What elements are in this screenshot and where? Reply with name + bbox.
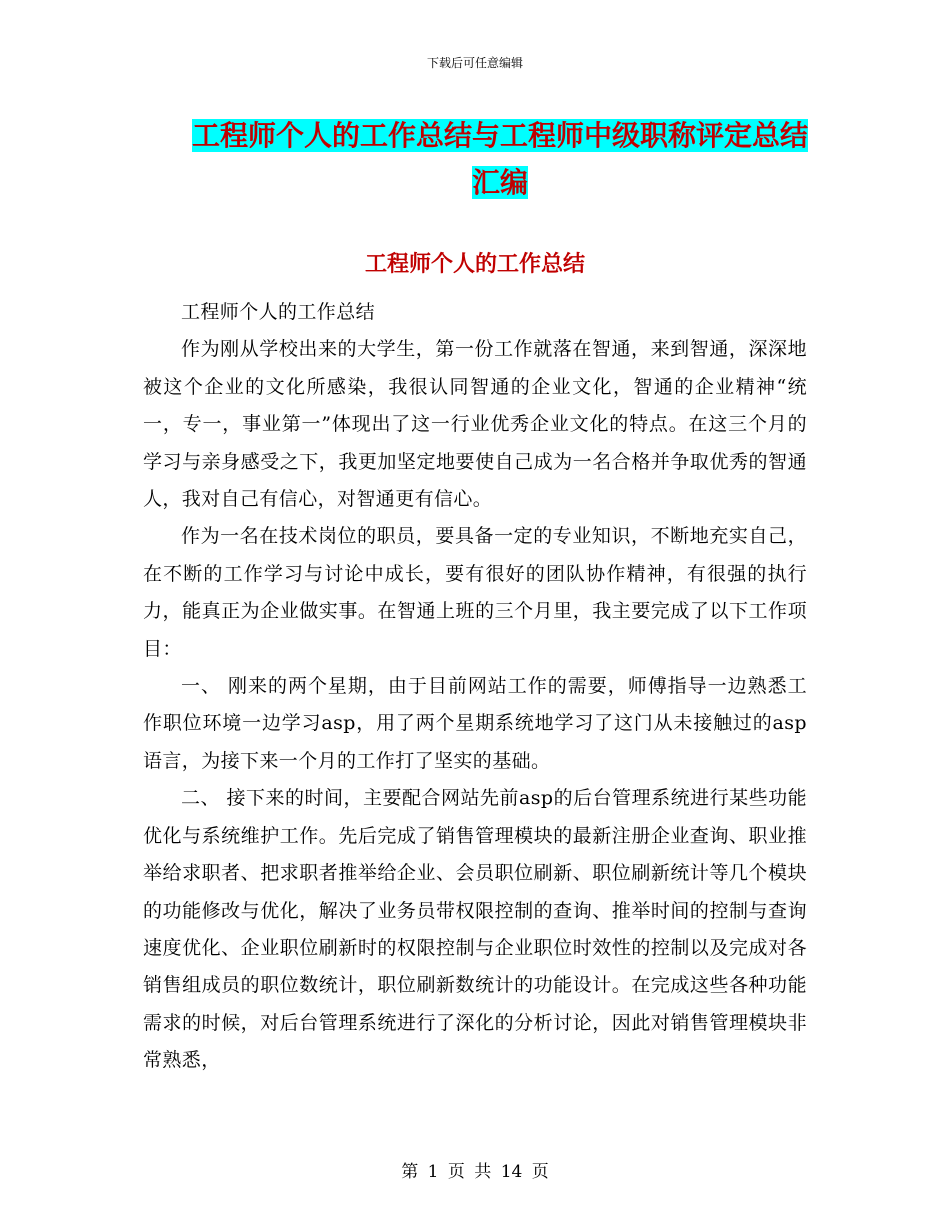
paragraph: 作为一名在技术岗位的职员，要具备一定的专业知识，不断地充实自己，在不断的工作学习与讨论中成长，要有很好的团队协作精神，有很强的执行力，能真正为企业做实事。在智通上班的三个月里，我主要完成了以下工作项目： [143, 525, 807, 660]
page-number-footer: 第 1 页 共 14 页 [401, 1162, 549, 1182]
document-title-text: 工程师个人的工作总结与工程师中级职称评定总结汇编 [191, 119, 808, 199]
paragraph: 工程师个人的工作总结 [181, 301, 376, 323]
paragraph: 作为刚从学校出来的大学生，第一份工作就落在智通，来到智通，深深地被这个企业的文化所感染，我很认同智通的企业文化，智通的企业精神“统一，专一，事业第一”体现出了这一行业优秀企业文化的特点。在这三个月的学习与亲身感受之下，我更加坚定地要使自己成为一名合格并争取优秀的智通人，我对自己有信心，对智通更有信心。 [143, 338, 807, 511]
body-text [143, 294, 807, 1080]
paragraph: 二、 接下来的时间，主要配合网站先前asp的后台管理系统进行某些功能优化与系统维护工作。先后完成了销售管理模块的最新注册企业查询、职业推举给求职者、把求职者推举给企业、会员职位刷新、职位刷新统计等几个模块的功能修改与优化，解决了业务员带权限控制的查询、推举时间的控制与查询速度优化、企业职位刷新时的权限控制与企业职位时效性的控制以及完成对各销售组成员的职位数统计，职位刷新数统计的功能设计。在完成这些各种功能需求的时候，对后台管理系统进行了深化的分析讨论，因此对销售管理模块非常熟悉， [143, 787, 807, 1072]
document-title [190, 112, 810, 206]
section-title: 工程师个人的工作总结 [364, 251, 585, 277]
paragraph: 一、 刚来的两个星期，由于目前网站工作的需要，师傅指导一边熟悉工作职位环境一边学习asp，用了两个星期系统地学习了这门从未接触过的asp语言，为接下来一个月的工作打了坚实的基础。 [143, 675, 807, 772]
header-note: 下载后可任意编辑 [426, 56, 523, 70]
